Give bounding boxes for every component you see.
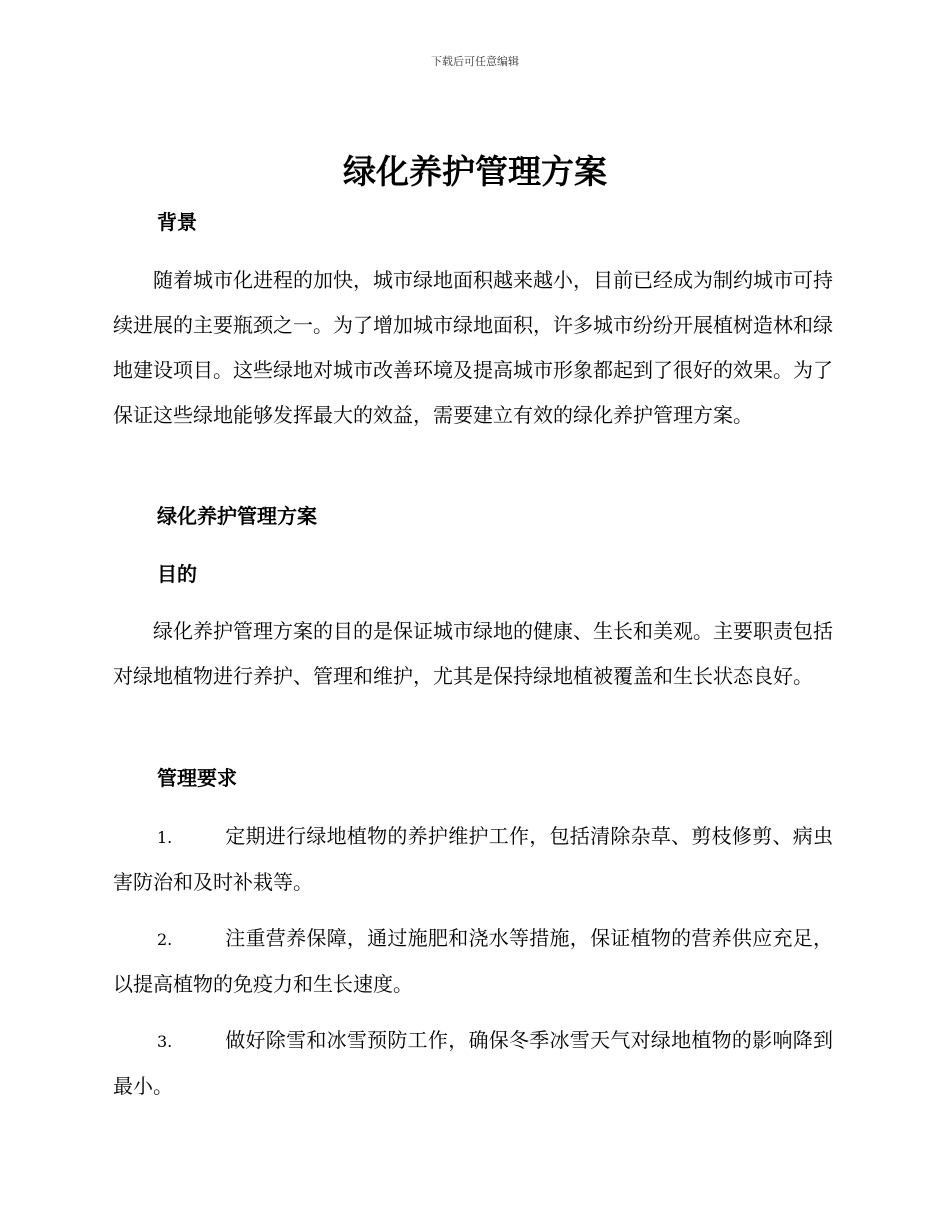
list-number: 2.: [157, 930, 173, 949]
requirement-item-1: [113, 814, 833, 905]
list-item-text: 做好除雪和冰雪预防工作，确保冬季冰雪天气对绿地植物的影响降到最小。: [113, 1028, 833, 1098]
requirement-item-2: [113, 916, 833, 1007]
section-heading-plan: 绿化养护管理方案: [157, 504, 317, 528]
requirement-item-3: [113, 1018, 833, 1109]
section-heading-purpose: 目的: [157, 562, 197, 586]
background-paragraph: 随着城市化进程的加快，城市绿地面积越来越小，目前已经成为制约城市可持续进展的主要瓶颈之一。为了增加城市绿地面积，许多城市纷纷开展植树造林和绿地建设项目。这些绿地对城市改善环境及提高城市形象都起到了很好的效果。为了保证这些绿地能够发挥最大的效益，需要建立有效的绿化养护管理方案。: [113, 268, 833, 427]
purpose-paragraph: 绿化养护管理方案的目的是保证城市绿地的健康、生长和美观。主要职责包括对绿地植物进行养护、管理和维护，尤其是保持绿地植被覆盖和生长状态良好。: [113, 619, 833, 688]
section-heading-requirements: 管理要求: [157, 766, 237, 790]
list-item-text: 定期进行绿地植物的养护维护工作，包括清除杂草、剪枝修剪、病虫害防治和及时补栽等。: [113, 824, 833, 894]
section-heading-background: 背景: [157, 210, 197, 234]
list-number: 1.: [157, 828, 173, 847]
header-note: 下载后可任意编辑: [431, 55, 519, 68]
list-item-text: 注重营养保障，通过施肥和浇水等措施，保证植物的营养供应充足，以提高植物的免疫力和生长速度。: [113, 926, 833, 996]
document-title: 绿化养护管理方案: [343, 152, 607, 191]
list-number: 3.: [157, 1032, 173, 1051]
